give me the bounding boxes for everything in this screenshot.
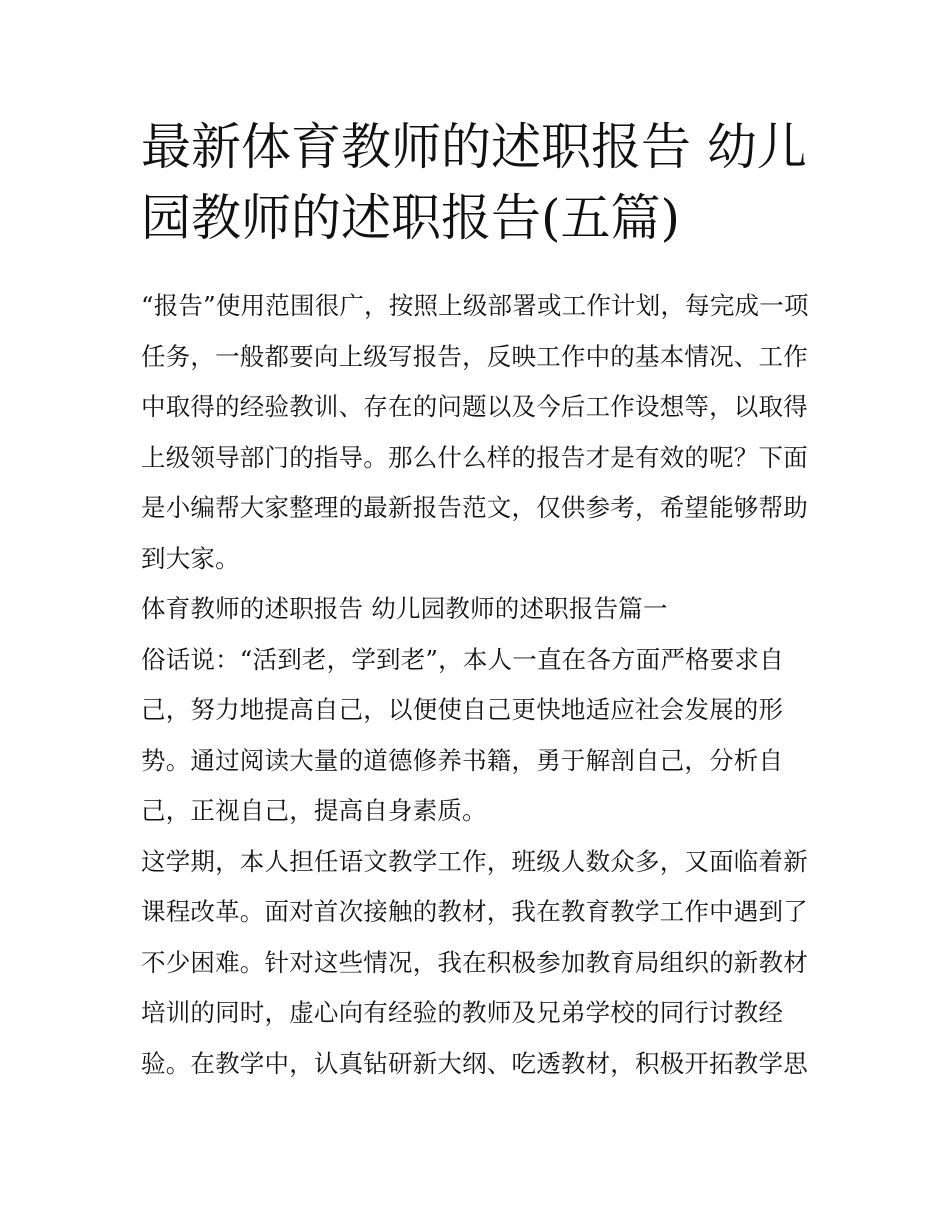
document-page — [141, 112, 813, 1089]
document-title — [141, 112, 813, 254]
text-line: 到大家。 — [141, 543, 240, 573]
text-line: 中取得的经验教训、存在的问题以及今后工作设想等，以取得 — [141, 392, 808, 421]
text-line: 不少困难。针对这些情况，我在积极参加教育局组织的新教材 — [141, 947, 808, 977]
text-line: 是小编帮大家整理的最新报告范文，仅供参考，希望能够帮助 — [141, 493, 808, 522]
text-line: 课程改革。面对首次接触的教材，我在教育教学工作中遇到了 — [141, 897, 808, 926]
text-line: 势。通过阅读大量的道德修养书籍，勇于解剖自己，分析自 — [141, 745, 784, 775]
text-line: 培训的同时，虚心向有经验的教师及兄弟学校的同行讨教经 — [141, 998, 784, 1027]
body-paragraph-1 — [141, 635, 813, 837]
body-paragraph-2 — [141, 837, 813, 1090]
text-line: “报告”使用范围很广，按照上级部署或工作计划，每完成一项 — [141, 291, 809, 320]
text-line: 验。在教学中，认真钻研新大纲、吃透教材，积极开拓教学思 — [141, 1048, 808, 1078]
intro-paragraph — [141, 281, 813, 584]
text-line: 俗话说：“活到老，学到老”，本人一直在各方面严格要求自 — [141, 644, 784, 674]
section-heading — [141, 584, 813, 635]
text-line: 己，正视自己，提高自身素质。 — [141, 796, 487, 825]
text-line: 上级领导部门的指导。那么什么样的报告才是有效的呢？下面 — [141, 442, 808, 472]
text-line: 己，努力地提高自己，以便使自己更快地适应社会发展的形 — [141, 695, 784, 724]
heading-line: 体育教师的述职报告 幼儿园教师的述职报告篇一 — [141, 594, 668, 623]
title-line: 最新体育教师的述职报告 幼儿 — [141, 118, 807, 176]
text-line: 任务，一般都要向上级写报告，反映工作中的基本情况、工作 — [141, 341, 808, 371]
text-line: 这学期，本人担任语文教学工作，班级人数众多，又面临着新 — [141, 846, 808, 876]
title-line: 园教师的述职报告(五篇) — [141, 189, 681, 247]
